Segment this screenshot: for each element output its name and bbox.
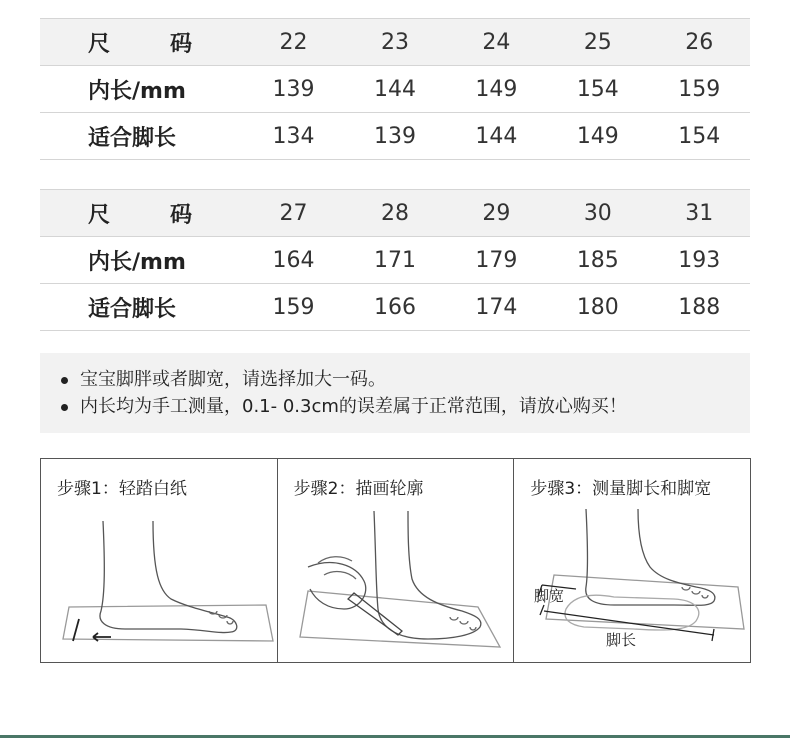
cell-value: 144 [344, 66, 445, 113]
table-row-size [40, 19, 750, 66]
cell-value: 159 [649, 66, 750, 113]
row-label-size [40, 19, 243, 66]
cell-value: 29 [446, 190, 547, 237]
cell-value: 154 [649, 113, 750, 160]
table-row-inner-length [40, 66, 750, 113]
cell-value: 179 [446, 237, 547, 284]
note-item: 内长均为手工测量，0.1- 0.3cm的误差属于正常范围，请放心购买！ [80, 393, 750, 420]
cell-value: 139 [344, 113, 445, 160]
row-label-foot-length: 适合脚长 [40, 113, 243, 160]
cell-value: 174 [446, 284, 547, 331]
cell-value: 28 [344, 190, 445, 237]
size-label-char-2: 码 [169, 31, 192, 57]
cell-value: 149 [446, 66, 547, 113]
size-label-char-2: 码 [169, 202, 192, 228]
size-table-1 [40, 18, 750, 160]
size-label-char-1: 尺 [88, 31, 111, 57]
row-label-inner-length: 内长/mm [40, 237, 243, 284]
length-label: 脚长 [606, 631, 637, 649]
cell-value: 26 [649, 19, 750, 66]
size-label-char-1: 尺 [88, 202, 111, 228]
table-row-inner-length [40, 237, 750, 284]
cell-value: 188 [649, 284, 750, 331]
cell-value: 27 [243, 190, 344, 237]
cell-value: 159 [243, 284, 344, 331]
step-panel-3 [514, 459, 750, 662]
row-label-inner-length: 内长/mm [40, 66, 243, 113]
size-label-spread [88, 27, 192, 58]
cell-value: 164 [243, 237, 344, 284]
step-panel-2 [278, 459, 515, 662]
foot-measurement-illustration-icon [514, 459, 751, 664]
step-title: 步骤1：轻踏白纸 [57, 479, 187, 499]
note-item: 宝宝脚胖或者脚宽，请选择加大一码。 [80, 366, 750, 393]
cell-value: 139 [243, 66, 344, 113]
cell-value: 134 [243, 113, 344, 160]
cell-value: 22 [243, 19, 344, 66]
cell-value: 144 [446, 113, 547, 160]
step-title: 步骤3：测量脚长和脚宽 [530, 479, 712, 499]
hand-tracing-foot-illustration-icon [278, 459, 515, 664]
measurement-steps-panel [40, 458, 751, 663]
width-label: 脚宽 [534, 587, 565, 605]
cell-value: 149 [547, 113, 648, 160]
cell-value: 171 [344, 237, 445, 284]
size-label-spread [88, 198, 192, 229]
size-table-2 [40, 189, 750, 331]
cell-value: 166 [344, 284, 445, 331]
step-panel-1 [41, 459, 278, 662]
row-label-size [40, 190, 243, 237]
step-title: 步骤2：描画轮廓 [293, 479, 424, 499]
notes-box [40, 353, 750, 433]
cell-value: 180 [547, 284, 648, 331]
cell-value: 30 [547, 190, 648, 237]
row-label-foot-length: 适合脚长 [40, 284, 243, 331]
table-row-foot-length [40, 113, 750, 160]
cell-value: 25 [547, 19, 648, 66]
table-row-foot-length [40, 284, 750, 331]
cell-value: 31 [649, 190, 750, 237]
cell-value: 154 [547, 66, 648, 113]
cell-value: 185 [547, 237, 648, 284]
cell-value: 24 [446, 19, 547, 66]
foot-on-paper-illustration-icon [41, 459, 278, 664]
cell-value: 23 [344, 19, 445, 66]
cell-value: 193 [649, 237, 750, 284]
table-row-size [40, 190, 750, 237]
